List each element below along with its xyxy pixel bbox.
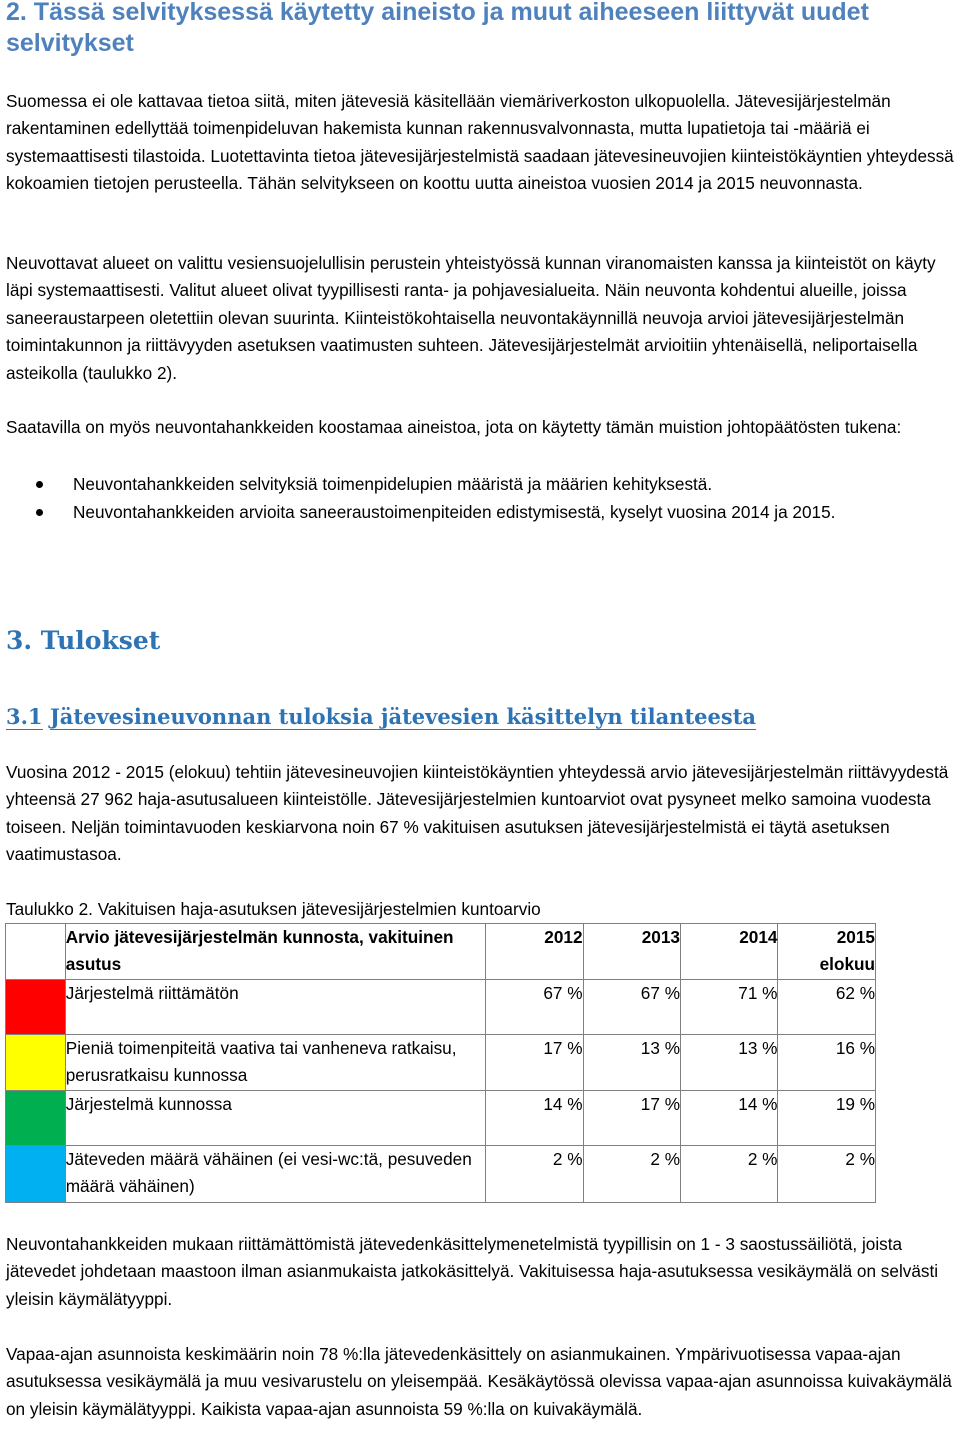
row-value: 71 % xyxy=(680,980,777,1035)
row-label: Järjestelmä kunnossa xyxy=(65,1091,485,1146)
row-value: 2 % xyxy=(680,1146,777,1203)
header-swatch-cell xyxy=(6,924,66,980)
section-2-paragraph-2: Neuvottavat alueet on valittu vesiensuojelullisin perustein yhteistyössä kunnan viranomaisten kanssa ja kiinteistöt on käyty läpi systemaattisesti. Valitut alueet olivat tyypillisesti ranta- ja pohjavesialueita. Näin neuvonta kohdentui alueille, joissa saneeraustarpeen oletettiin olevan suurinta. Kiinteistökohtaisella neuvontakäynnillä neuvoja arvioi jätevesijärjestelmän toimintakunnon ja riittävyyden asetuksen vaatimusten suhteen. Jätevesijärjestelmät arvioitiin yhtenäisellä, neliportaisella asteikolla (taulukko 2). xyxy=(6,253,936,383)
condition-assessment-table xyxy=(5,923,876,1203)
section-3-paragraph-1: Vuosina 2012 - 2015 (elokuu) tehtiin jätevesineuvojien kiinteistökäyntien yhteydessä arvio jätevesijärjestelmän riittävyydestä yhteensä 27 962 haja-asutusalueen kiinteistölle. Jätevesijärjestelmien kuntoarviot ovat pysyneet melko samoina vuodesta toiseen. Neljän toimintavuoden keskiarvona noin 67 % vakituisen asutuksen jätevesijärjestelmistä ei täytä asetuksen vaatimustasoa. xyxy=(6,762,949,865)
row-value: 2 % xyxy=(583,1146,680,1203)
header-year-2015: 2015 elokuu xyxy=(778,924,876,980)
row-label: Jäteveden määrä vähäinen (ei vesi-wc:tä, pesuveden määrä vähäinen) xyxy=(65,1146,485,1203)
section-3-paragraph-3: Vapaa-ajan asunnoista keskimäärin noin 78 %:lla jätevedenkäsittely on asianmukainen. Ympärivuotisessa vapaa-ajan asutuksessa vesikäymälä ja muu vesivarustelu on yleisempää. Kesäkäytössä olevissa vapaa-ajan asunnoissa kuivakäymälä on yleisin käymälätyyppi. Kaikista vapaa-ajan asunnoista 59 %:lla on kuivakäymälä. xyxy=(6,1344,952,1419)
status-color-swatch-blue xyxy=(6,1146,66,1203)
bullet-dot-icon xyxy=(36,509,43,516)
row-value: 13 % xyxy=(680,1035,777,1091)
bullet-item xyxy=(6,498,946,526)
row-value: 17 % xyxy=(486,1035,583,1091)
row-value: 2 % xyxy=(778,1146,876,1203)
row-label: Pieniä toimenpiteitä vaativa tai vanheneva ratkaisu, perusratkaisu kunnossa xyxy=(65,1035,485,1091)
row-value: 14 % xyxy=(486,1091,583,1146)
header-label-cell: Arvio jätevesijärjestelmän kunnosta, vakituinen asutus xyxy=(65,924,485,980)
status-color-swatch-yellow xyxy=(6,1035,66,1091)
row-value: 16 % xyxy=(778,1035,876,1091)
row-value: 62 % xyxy=(778,980,876,1035)
row-value: 19 % xyxy=(778,1091,876,1146)
source-bullet-list xyxy=(6,470,946,527)
section-3-paragraph-2: Neuvontahankkeiden mukaan riittämättömistä jätevedenkäsittelymenetelmistä tyypillisin on 1 - 3 saostussäiliötä, joista jätevedet johdetaan maastoon ilman asianmukaista jatkokäsittelyä. Vakituisessa haja-asutuksessa vesikäymälä on selvästi yleisin käymälätyyppi. xyxy=(6,1234,939,1309)
section-3-1-title: Jätevesineuvonnan tuloksia jätevesien käsittelyn tilanteesta xyxy=(49,704,757,729)
row-value: 67 % xyxy=(486,980,583,1035)
section-2-heading: 2. Tässä selvityksessä käytetty aineisto ja muut aiheeseen liittyvät uudet selvitykset xyxy=(6,0,869,57)
status-color-swatch-red xyxy=(6,980,66,1035)
table-caption: Taulukko 2. Vakituisen haja-asutuksen jätevesijärjestelmien kuntoarvio xyxy=(6,899,541,919)
row-value: 2 % xyxy=(486,1146,583,1203)
bullet-text: Neuvontahankkeiden selvityksiä toimenpidelupien määristä ja määrien kehityksestä. xyxy=(73,474,713,494)
table-row xyxy=(6,1091,876,1146)
row-value: 13 % xyxy=(583,1035,680,1091)
bullet-text: Neuvontahankkeiden arvioita saneeraustoimenpiteiden edistymisestä, kyselyt vuosina 2014 ja 2015. xyxy=(73,502,836,523)
header-year-2012: 2012 xyxy=(486,924,583,980)
table-row xyxy=(6,1035,876,1091)
section-3-1-heading xyxy=(6,702,756,732)
section-2-paragraph-3: Saatavilla on myös neuvontahankkeiden koostamaa aineistoa, jota on käytetty tämän muistion johtopäätösten tukena: xyxy=(6,417,902,437)
row-value: 17 % xyxy=(583,1091,680,1146)
bullet-item xyxy=(6,470,946,498)
header-year-2014: 2014 xyxy=(680,924,777,980)
row-value: 67 % xyxy=(583,980,680,1035)
table-row xyxy=(6,980,876,1035)
table-header-row xyxy=(6,924,876,980)
row-label: Järjestelmä riittämätön xyxy=(65,980,485,1035)
header-year-2013: 2013 xyxy=(583,924,680,980)
table-row xyxy=(6,1146,876,1203)
section-2-paragraph-1: Suomessa ei ole kattavaa tietoa siitä, miten jätevesiä käsitellään viemäriverkoston ulkopuolella. Jätevesijärjestelmän rakentaminen edellyttää toimenpideluvan hakemista kunnan rakennusvalvonnasta, mutta lupatietoja tai -määriä ei systemaattisesti tilastoida. Luotettavinta tietoa jätevesijärjestelmistä saadaan jätevesineuvojien kiinteistökäyntien yhteydessä kokoamien tietojen perusteella. Tähän selvitykseen on koottu uutta aineistoa vuosien 2014 ja 2015 neuvonnasta. xyxy=(6,91,954,194)
bullet-dot-icon xyxy=(36,481,43,488)
section-3-heading: 3. Tulokset xyxy=(6,626,161,655)
section-3-1-number: 3.1 xyxy=(6,704,43,729)
status-color-swatch-green xyxy=(6,1091,66,1146)
row-value: 14 % xyxy=(680,1091,777,1146)
